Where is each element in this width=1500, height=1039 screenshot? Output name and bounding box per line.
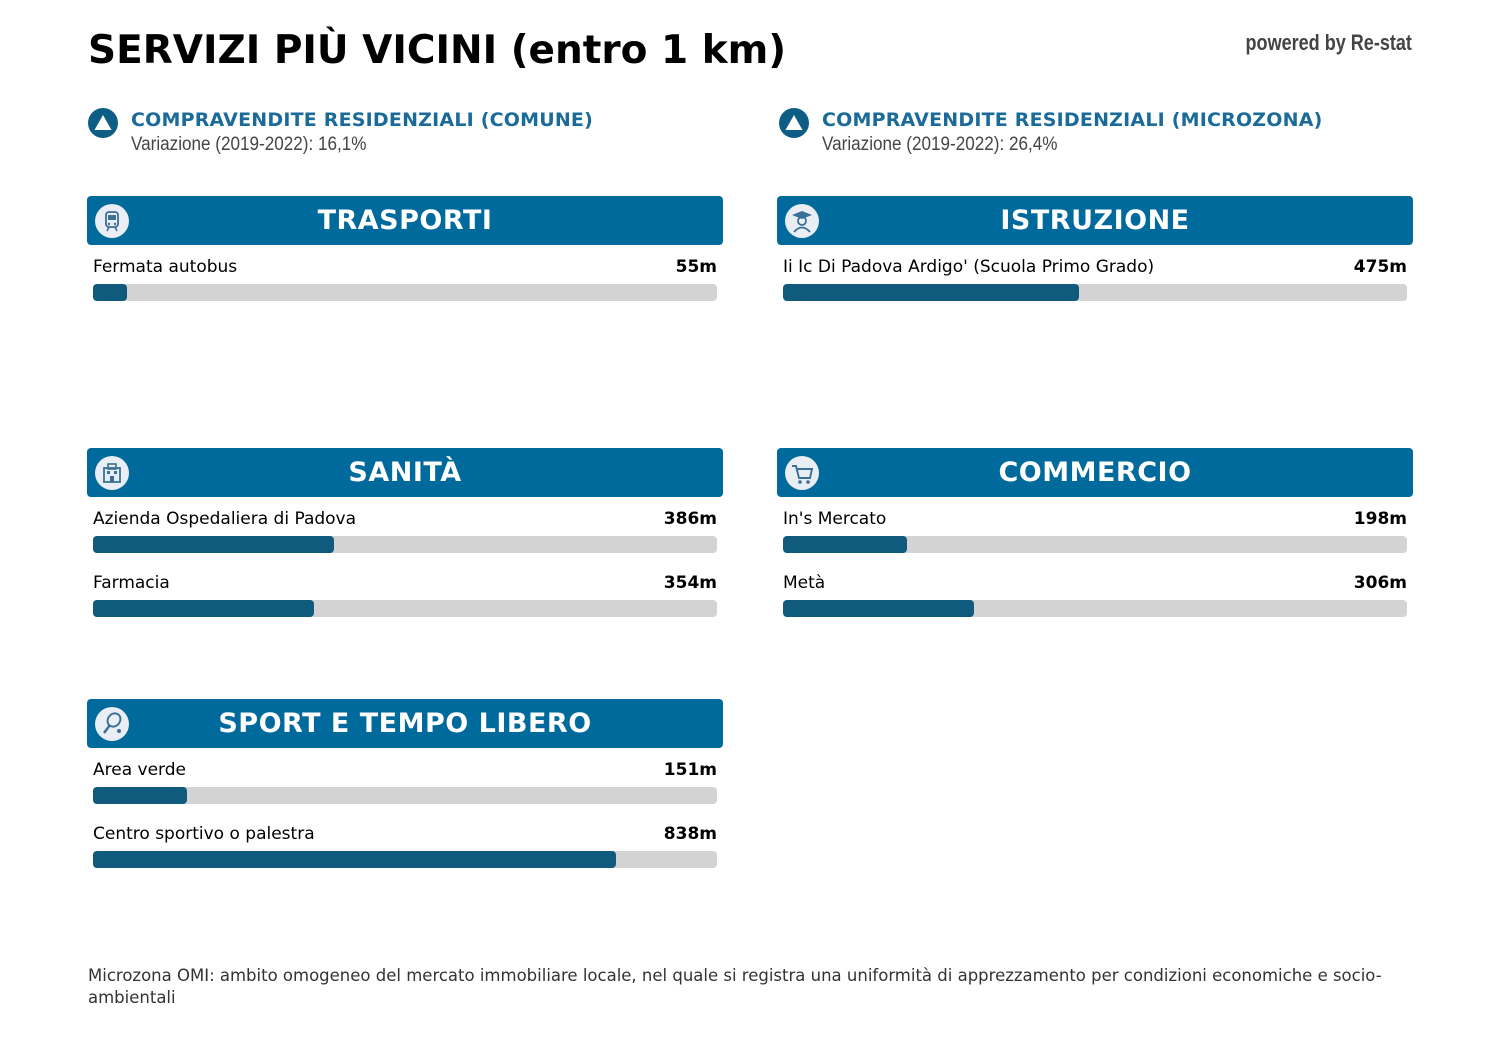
list-item: [777, 561, 1413, 625]
panel-title: TRASPORTI: [317, 205, 493, 236]
panel-title: COMMERCIO: [998, 457, 1192, 488]
panel-title: SPORT E TEMPO LIBERO: [218, 708, 592, 739]
list-item: [87, 497, 723, 561]
triangle-up-icon: [88, 108, 118, 138]
bar-track: [93, 284, 717, 301]
panel-sport: [87, 699, 723, 876]
item-distance: 838m: [663, 824, 717, 844]
bar-fill: [93, 787, 187, 804]
bar-fill: [783, 600, 974, 617]
panel-header: [777, 196, 1413, 245]
bar-track: [93, 851, 717, 868]
bar-track: [93, 787, 717, 804]
panel-istruzione: [777, 196, 1413, 309]
bar-track: [783, 536, 1407, 553]
item-distance: 386m: [663, 509, 717, 529]
bar-fill: [783, 536, 907, 553]
list-item: [777, 245, 1413, 309]
bar-fill: [93, 600, 314, 617]
item-label: Farmacia: [93, 573, 170, 593]
item-distance: 475m: [1353, 257, 1407, 277]
item-distance: 198m: [1353, 509, 1407, 529]
powered-by-label: powered by Re-stat: [1245, 30, 1412, 55]
item-label: Metà: [783, 573, 826, 593]
panel-header: [87, 196, 723, 245]
triangle-up-icon: [779, 108, 809, 138]
stat-title: COMPRAVENDITE RESIDENZIALI (COMUNE): [131, 109, 593, 131]
list-item: [777, 497, 1413, 561]
item-label: Azienda Ospedaliera di Padova: [93, 509, 357, 529]
panel-commercio: [777, 448, 1413, 625]
list-item: [87, 245, 723, 309]
list-item: [87, 748, 723, 812]
bar-track: [93, 536, 717, 553]
stat-title: COMPRAVENDITE RESIDENZIALI (MICROZONA): [822, 109, 1323, 131]
panel-title: ISTRUZIONE: [1000, 205, 1190, 236]
item-label: Area verde: [93, 760, 186, 780]
panel-header: [87, 699, 723, 748]
panel-trasporti: [87, 196, 723, 309]
list-item: [87, 561, 723, 625]
panel-header: [87, 448, 723, 497]
footnote: Microzona OMI: ambito omogeneo del mercato immobiliare locale, nel quale si registra una uniformità di apprezzamento per condizioni economiche e socio-ambientali: [88, 966, 1382, 1007]
item-label: In's Mercato: [783, 509, 887, 529]
item-distance: 306m: [1353, 573, 1407, 593]
list-item: [87, 812, 723, 876]
bar-track: [783, 600, 1407, 617]
item-label: Fermata autobus: [93, 257, 238, 277]
item-distance: 354m: [663, 573, 717, 593]
page-title: SERVIZI PIÙ VICINI (entro 1 km): [88, 28, 787, 73]
item-label: Centro sportivo o palestra: [93, 824, 315, 844]
stat-subtitle: Variazione (2019-2022): 26,4%: [822, 134, 1058, 155]
bar-fill: [93, 284, 127, 301]
bar-track: [783, 284, 1407, 301]
stat-subtitle: Variazione (2019-2022): 16,1%: [131, 134, 367, 155]
panel-sanita: [87, 448, 723, 625]
bar-fill: [93, 536, 334, 553]
bar-track: [93, 600, 717, 617]
bar-fill: [93, 851, 616, 868]
bar-fill: [783, 284, 1079, 301]
item-label: Ii Ic Di Padova Ardigo' (Scuola Primo Grado): [783, 257, 1155, 277]
panel-title: SANITÀ: [348, 457, 462, 488]
panel-header: [777, 448, 1413, 497]
item-distance: 151m: [663, 760, 717, 780]
item-distance: 55m: [675, 257, 717, 277]
